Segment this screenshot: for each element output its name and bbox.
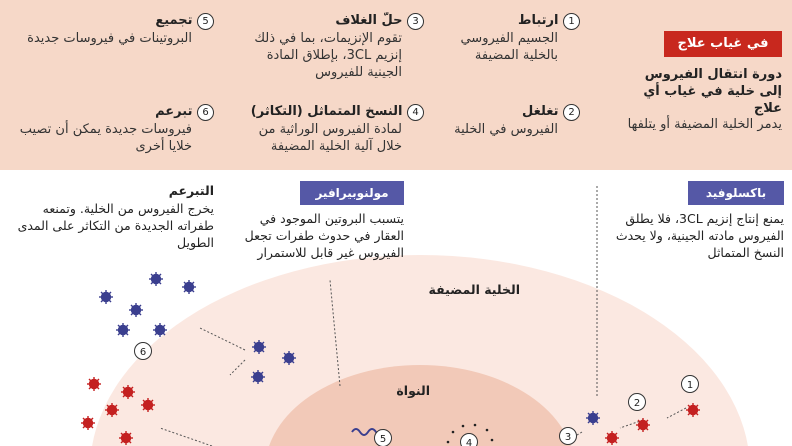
budding-body: يخرج الفيروس من الخلية. وتمنعه طفراته الجديدة من التكاثر على المدى الطويل — [17, 201, 214, 250]
virus-icon — [116, 323, 130, 337]
marker-4 — [461, 434, 478, 446]
no-treatment-tag: في غياب علاج — [664, 31, 782, 57]
step-title: النسخ المتماثل (التكاثر) — [250, 104, 403, 119]
svg-text:1: 1 — [686, 380, 694, 391]
paxlovid-body: يمنع إنتاج إنزيم 3CL، فلا يطلق الفيروس مادته الجينية، ولا يحدث النسخ المتماثل — [615, 211, 784, 260]
step-number: 3 — [407, 13, 424, 30]
step-number: 2 — [563, 104, 580, 121]
step-4 — [230, 103, 424, 155]
svg-text:4: 4 — [465, 438, 473, 446]
molnupiravir-tag: مولنوبيرافير — [300, 181, 404, 205]
virus-icon — [586, 411, 600, 425]
step-1 — [440, 12, 580, 64]
summary-body: يدمر الخلية المضيفة أو يتلفها — [627, 117, 782, 132]
marker-6 — [135, 343, 152, 360]
step-title: ارتباط — [517, 13, 559, 28]
host-cell-label: الخلية المضيفة — [428, 282, 520, 297]
step-number: 4 — [407, 104, 424, 121]
virus-icon — [686, 403, 700, 417]
step-5 — [18, 12, 214, 47]
virus-icon — [119, 431, 133, 445]
marker-5 — [375, 430, 392, 446]
virus-icon — [105, 403, 119, 417]
svg-text:2: 2 — [633, 398, 641, 409]
virus-icon — [87, 377, 101, 391]
virus-icon — [605, 431, 619, 445]
step-title: تجميع — [155, 13, 193, 28]
svg-text:5: 5 — [379, 434, 387, 445]
marker-3 — [560, 428, 577, 445]
step-body: لمادة الفيروس الوراثية من خلال آلية الخلية المضيفة — [258, 122, 402, 154]
summary-title: دورة انتقال الفيروس إلى خلية في غياب أي علاج — [643, 67, 782, 116]
step-number: 1 — [563, 13, 580, 30]
step-body: الفيروس في الخلية — [454, 122, 558, 137]
step-number: 6 — [197, 104, 214, 121]
step-body: فيروسات جديدة يمكن أن تصيب خلايا أخرى — [19, 122, 192, 154]
virus-icon — [636, 418, 650, 432]
step-number: 5 — [197, 13, 214, 30]
budding-title: التبرعم — [168, 183, 214, 198]
step-body: البروتينات في فيروسات جديدة — [27, 31, 192, 46]
budding-annotation — [10, 182, 214, 251]
virus-icon — [251, 370, 265, 384]
svg-text:6: 6 — [139, 347, 147, 358]
virus-icon — [121, 385, 135, 399]
virus-icon — [99, 290, 113, 304]
marker-1 — [682, 376, 699, 393]
step-3 — [230, 12, 424, 81]
step-title: تبرعم — [155, 104, 193, 119]
virus-icon — [141, 398, 155, 412]
virus-icon — [149, 272, 163, 286]
virus-icon — [182, 280, 196, 294]
paxlovid-tag: باكسلوفيد — [688, 181, 784, 205]
nucleus-label: النواة — [396, 383, 430, 398]
step-6 — [18, 103, 214, 155]
marker-2 — [629, 394, 646, 411]
virus-icon — [129, 303, 143, 317]
virus-icon — [282, 351, 296, 365]
step-body: الجسيم الفيروسي بالخلية المضيفة — [460, 31, 558, 63]
step-2 — [440, 103, 580, 138]
virus-icon — [153, 323, 167, 337]
step-title: حلّ الغلاف — [335, 13, 403, 28]
step-body: تقوم الإنزيمات، بما في ذلك إنزيم 3CL، بإطلاق المادة الجينية للفيروس — [254, 31, 402, 80]
virus-icon — [81, 416, 95, 430]
molnupiravir-body: يتسبب البروتين الموجود في العقار في حدوث طفرات تجعل الفيروس غير قابل للاستمرار — [244, 211, 404, 260]
virus-icon — [252, 340, 266, 354]
step-title: تغلغل — [522, 104, 559, 119]
svg-text:3: 3 — [564, 432, 572, 443]
